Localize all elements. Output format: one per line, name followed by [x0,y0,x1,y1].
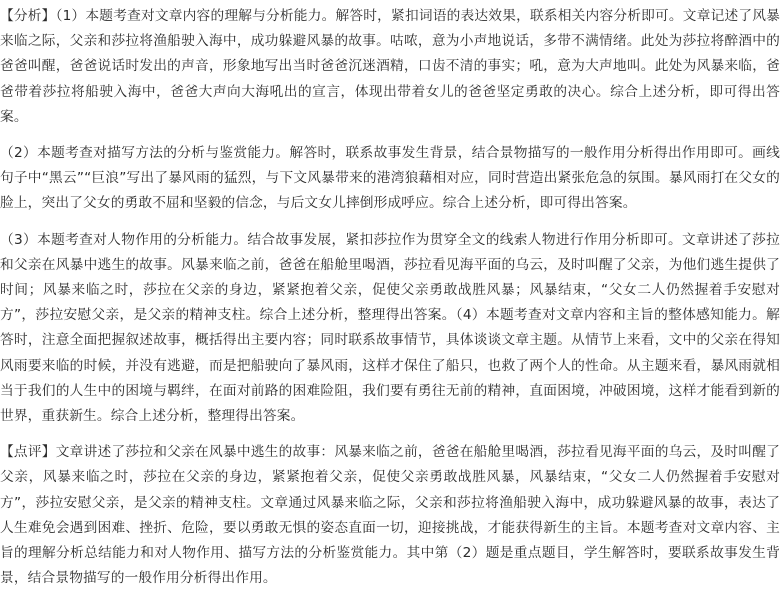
analysis-paragraph-1: 【分析】（1）本题考查对文章内容的理解与分析能力。解答时，紧扣词语的表达效果，联系相关内容分析即可。文章记述了风暴来临之际，父亲和莎拉将渔船驶入海中，成功躲避风暴的故事。咕哝，意为小声地说话，多带不满情绪。此处为莎拉将醉酒中的爸爸叫醒，爸爸说话时发出的声音，形象地写出当时爸爸沉迷酒精，口齿不清的事实；吼，意为大声地叫。此处为风暴来临，爸爸带着莎拉将船驶入海中，爸爸大声向大海吼出的宣言，体现出带着女儿的爸爸坚定勇敢的决心。综合上述分析，即可得出答案。 [0,8,780,125]
paragraph-gap [0,217,780,228]
comment-paragraph: 【点评】文章讲述了莎拉和父亲在风暴中逃生的故事：风暴来临之前，爸爸在船舱里喝酒，莎拉看见海平面的乌云，及时叫醒了父亲，风暴来临之时，莎拉在父亲的身边，紧紧抱着父亲，促使父亲勇敢战胜风暴，风暴结束，“父女二人仍然握着手安慰对方”，莎拉安慰父亲，是父亲的精神支柱。文章通过风暴来临之际，父亲和莎拉将渔船驶入海中，成功躲避风暴的故事，表达了人生难免会遇到困难、挫折、危险，要以勇敢无惧的姿态直面一切，迎接挑战，才能获得新生的主旨。本题考查对文章内容、主旨的理解分析总结能力和对人物作用、描写方法的分析鉴赏能力。其中第（2）题是重点题目，学生解答时，要联系故事发生背景，结合景物描写的一般作用分析得出作用。 [0,444,780,587]
analysis-paragraph-3-4: （3）本题考查对人物作用的分析能力。结合故事发展，紧扣莎拉作为贯穿全文的线索人物进行作用分析即可。文章讲述了莎拉和父亲在风暴中逃生的故事。风暴来临之前，爸爸在船舱里喝酒，莎拉看见海平面的乌云，及时叫醒了父亲，为他们逃生提供了时间；风暴来临之时，莎拉在父亲的身边，紧紧抱着父亲，促使父亲勇敢战胜风暴；风暴结束，“父女二人仍然握着手安慰对方”，莎拉安慰父亲，是父亲的精神支柱。综合上述分析，整理得出答案。（4）本题考查对文章内容和主旨的整体感知能力。解答时，注意全面把握叙述故事，概括得出主要内容；同时联系故事情节，具体谈谈文章主题。从情节上来看，文中的父亲在得知风雨要来临的时候，并没有逃避，而是把船驶向了暴风雨，这样才保住了船只，也救了两个人的性命。从主题来看，暴风雨就相当于我们的人生中的困境与羁绊，在面对前路的困难险阻，我们要有勇往无前的精神，直面困境，冲破困境，这样才能看到新的世界，重获新生。综合上述分析，整理得出答案。 [0,231,780,425]
analysis-paragraph-2: （2）本题考查对描写方法的分析与鉴赏能力。解答时，联系故事发生背景，结合景物描写的一般作用分析得出作用即可。画线句子中“黑云”“巨浪”写出了暴风雨的猛烈，与下文风暴带来的港湾狼藉相对应，同时营造出紧张危急的氛围。暴风雨打在父女的脸上，突出了父女的勇敢不屈和坚毅的信念，与后文女儿摔倒形成呼应。综合上述分析，即可得出答案。 [0,145,780,212]
paragraph-gap [0,429,780,440]
paragraph-gap [0,130,780,141]
